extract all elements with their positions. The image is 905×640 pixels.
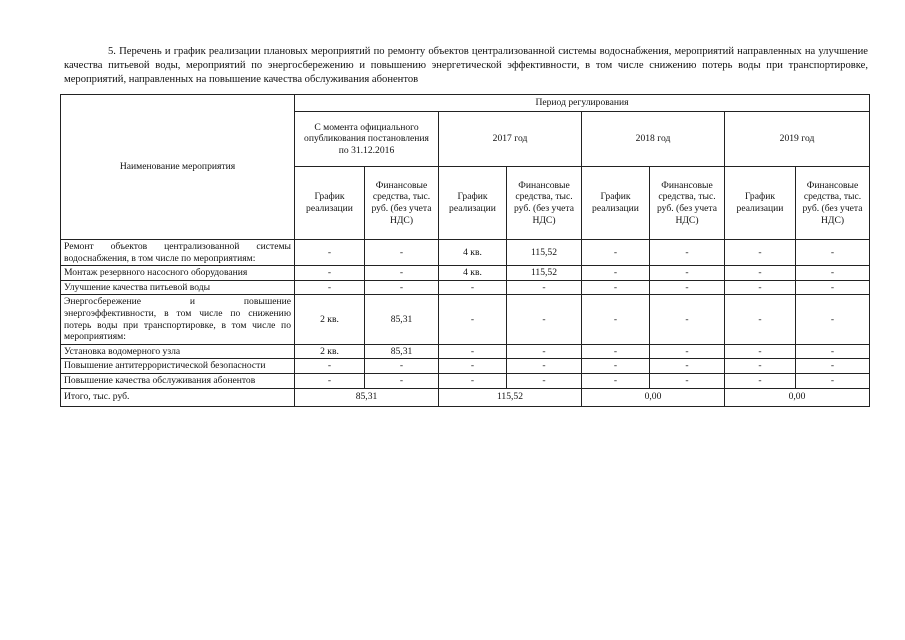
cell-value: - <box>796 373 870 388</box>
subheader-funds: Финансовые средства, тыс. руб. (без учета НДС) <box>650 167 725 240</box>
cell-value: - <box>650 373 725 388</box>
table-row <box>61 266 870 281</box>
cell-value: 4 кв. <box>439 240 507 266</box>
cell-value: - <box>725 280 796 295</box>
header-period-2018: 2018 год <box>582 112 725 167</box>
cell-value: 2 кв. <box>295 344 365 359</box>
cell-value: - <box>439 344 507 359</box>
subheader-schedule: График реализации <box>582 167 650 240</box>
total-label: Итого, тыс. руб. <box>61 388 295 406</box>
cell-value: - <box>796 240 870 266</box>
cell-value: - <box>796 344 870 359</box>
cell-value: - <box>439 295 507 344</box>
cell-value: - <box>725 373 796 388</box>
cell-value: - <box>295 240 365 266</box>
total-value-2017: 115,52 <box>439 388 582 406</box>
table-row <box>61 359 870 374</box>
cell-value: - <box>295 280 365 295</box>
cell-value: - <box>507 344 582 359</box>
cell-value: - <box>365 266 439 281</box>
cell-value: - <box>796 266 870 281</box>
cell-value: - <box>365 359 439 374</box>
cell-value: - <box>582 240 650 266</box>
cell-value: - <box>725 344 796 359</box>
cell-value: - <box>582 359 650 374</box>
subheader-funds: Финансовые средства, тыс. руб. (без учета НДС) <box>365 167 439 240</box>
header-period-2016: С момента официального опубликования постановления по 31.12.2016 <box>295 112 439 167</box>
cell-value: - <box>295 373 365 388</box>
activity-name: Монтаж резервного насосного оборудования <box>61 266 295 281</box>
header-period: Период регулирования <box>295 95 870 112</box>
cell-value: - <box>365 240 439 266</box>
cell-value: - <box>796 295 870 344</box>
cell-value: - <box>507 359 582 374</box>
subheader-funds: Финансовые средства, тыс. руб. (без учета НДС) <box>507 167 582 240</box>
activity-name: Энергосбережение и повышение энергоэффективности, в том числе по снижению потерь воды при транспортировке, в том числе по мероприятиям: <box>61 295 295 344</box>
cell-value: - <box>582 295 650 344</box>
activity-name: Улучшение качества питьевой воды <box>61 280 295 295</box>
cell-value: - <box>582 266 650 281</box>
cell-value: 85,31 <box>365 295 439 344</box>
cell-value: - <box>582 344 650 359</box>
subheader-schedule: График реализации <box>295 167 365 240</box>
total-row <box>61 388 870 406</box>
cell-value: - <box>365 280 439 295</box>
subheader-funds: Финансовые средства, тыс. руб. (без учета НДС) <box>796 167 870 240</box>
cell-value: - <box>582 280 650 295</box>
table-row <box>61 295 870 344</box>
cell-value: - <box>365 373 439 388</box>
cell-value: - <box>796 280 870 295</box>
cell-value: - <box>295 359 365 374</box>
activity-name: Повышение антитеррористической безопасности <box>61 359 295 374</box>
activity-name: Ремонт объектов централизованной системы водоснабжения, в том числе по мероприятиям: <box>61 240 295 266</box>
cell-value: - <box>650 344 725 359</box>
cell-value: 115,52 <box>507 266 582 281</box>
cell-value: - <box>295 266 365 281</box>
cell-value: - <box>650 266 725 281</box>
cell-value: 85,31 <box>365 344 439 359</box>
cell-value: - <box>725 266 796 281</box>
cell-value: - <box>650 280 725 295</box>
cell-value: - <box>507 295 582 344</box>
table-row <box>61 373 870 388</box>
cell-value: - <box>650 295 725 344</box>
cell-value: - <box>439 373 507 388</box>
table-row <box>61 280 870 295</box>
cell-value: 2 кв. <box>295 295 365 344</box>
activities-table <box>60 94 870 407</box>
cell-value: - <box>582 373 650 388</box>
subheader-schedule: График реализации <box>439 167 507 240</box>
header-activity-name: Наименование мероприятия <box>61 95 295 240</box>
total-value-2018: 0,00 <box>582 388 725 406</box>
cell-value: - <box>507 280 582 295</box>
cell-value: - <box>650 359 725 374</box>
cell-value: - <box>650 240 725 266</box>
table-row <box>61 344 870 359</box>
header-period-2019: 2019 год <box>725 112 870 167</box>
cell-value: 115,52 <box>507 240 582 266</box>
cell-value: - <box>725 240 796 266</box>
header-period-2017: 2017 год <box>439 112 582 167</box>
cell-value: - <box>507 373 582 388</box>
cell-value: 4 кв. <box>439 266 507 281</box>
cell-value: - <box>725 359 796 374</box>
cell-value: - <box>439 359 507 374</box>
activity-name: Установка водомерного узла <box>61 344 295 359</box>
cell-value: - <box>439 280 507 295</box>
total-value-2016: 85,31 <box>295 388 439 406</box>
activity-name: Повышение качества обслуживания абонентов <box>61 373 295 388</box>
subheader-schedule: График реализации <box>725 167 796 240</box>
cell-value: - <box>725 295 796 344</box>
section-heading: 5. Перечень и график реализации плановых мероприятий по ремонту объектов централизованной системы водоснабжения, мероприятий направленных на улучшение качества питьевой воды, мероприятий по энергосбережению и повышению энергетической эффективности, в том числе снижению потерь воды при транспортировке, мероприятий, направленных на повышение качества обслуживания абонентов <box>64 45 868 85</box>
total-value-2019: 0,00 <box>725 388 870 406</box>
table-row <box>61 240 870 266</box>
cell-value: - <box>796 359 870 374</box>
